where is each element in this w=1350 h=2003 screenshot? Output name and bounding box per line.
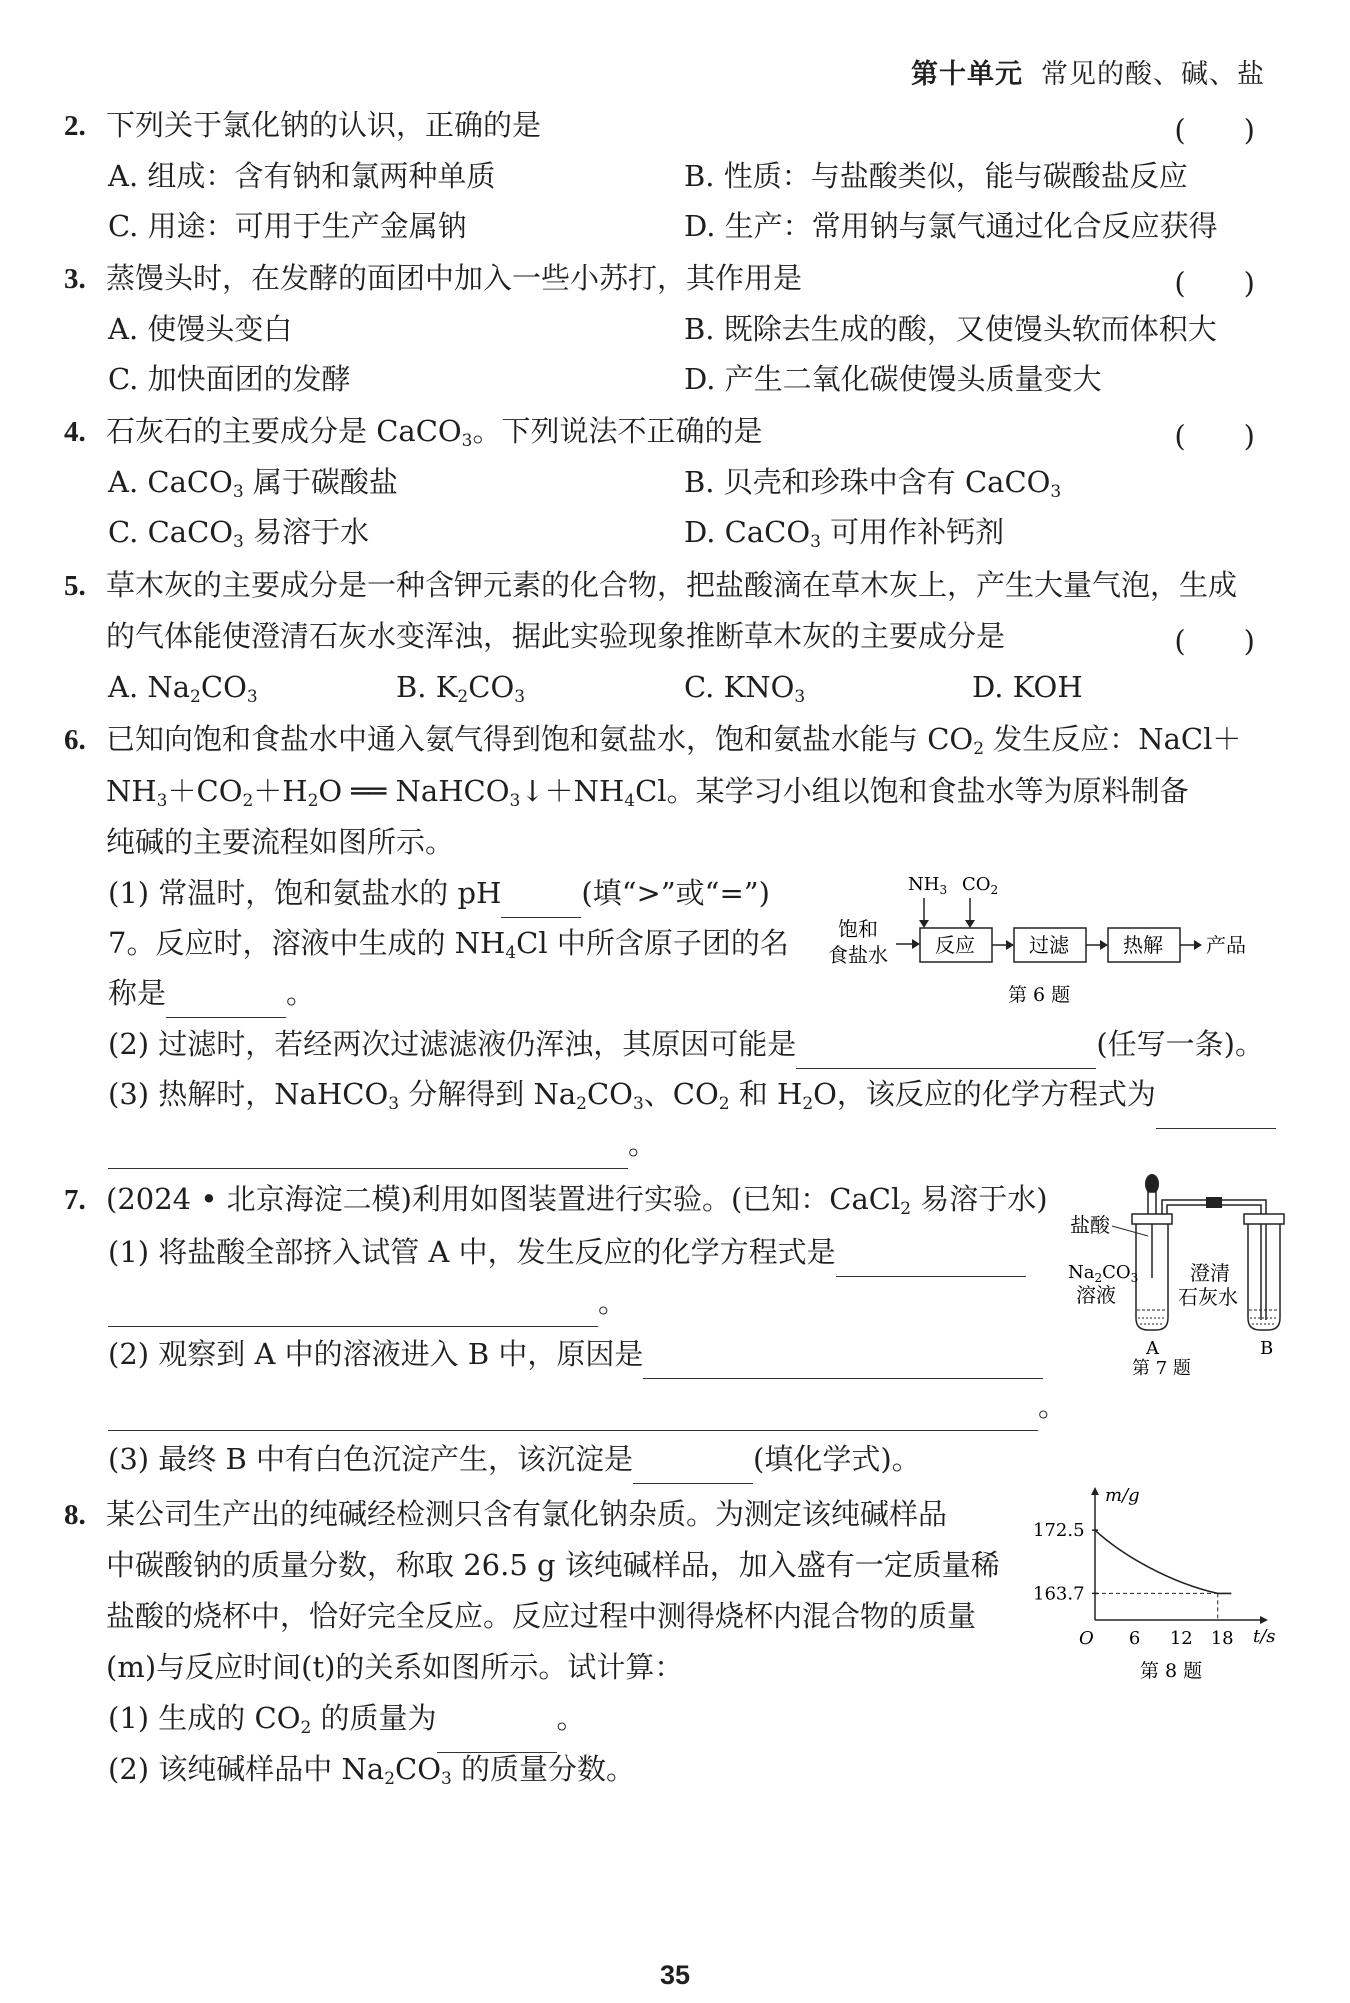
q6-part3: (3) 热解时，NaHCO$_3$ 分解得到 $Na_2CO_3$、$CO_2$ 和 $H_2O$，该反应的化学方程式为 <box>108 1069 1276 1129</box>
answer-blank[interactable] <box>166 985 286 1018</box>
q7-part1: (1) 将盐酸全部挤入试管 A 中，发生反应的化学方程式是 <box>108 1227 1026 1277</box>
apparatus-diagram <box>1070 1170 1290 1380</box>
x-tick-label: 12 <box>1169 1628 1193 1649</box>
figure-caption: 第 8 题 <box>1140 1660 1203 1682</box>
series-line <box>1095 1530 1231 1593</box>
option-d[interactable]: D. 产生二氧化碳使馒头质量变大 <box>684 362 1102 396</box>
answer-blank[interactable] <box>108 1398 1038 1431</box>
x-tick-label: 18 <box>1210 1628 1234 1649</box>
option-b[interactable]: B. 既除去生成的酸，又使馒头软而体积大 <box>684 312 1217 346</box>
flow-source-label: 饱和 <box>838 917 878 941</box>
option-b[interactable]: B. 性质：与盐酸类似，能与碳酸盐反应 <box>684 159 1188 193</box>
y-tick-label: 163.7 <box>1033 1583 1085 1605</box>
answer-paren[interactable]: ( ) <box>1174 624 1255 658</box>
question-8-line4: (m)与反应时间(t)的关系如图所示。试计算： <box>106 1650 684 1684</box>
answer-blank[interactable] <box>796 1036 1096 1069</box>
question-5-stem: 5. 草木灰的主要成分是一种含钾元素的化合物，把盐酸滴在草木灰上，产生大量气泡，生成 <box>64 568 1238 602</box>
svg-text:Na2CO3: $Na_2CO_3$ <box>1068 1262 1139 1285</box>
q6-part1-cont2: 称是 。 <box>108 968 315 1018</box>
flow-output-label: 产品 <box>1206 933 1246 957</box>
option-d[interactable]: D. CaCO$_3$ 可用作补钙剂 <box>684 515 1005 552</box>
question-6-stem: 6. 已知向饱和食盐水中通入氨气得到饱和氨盐水，饱和氨盐水能与 $CO_2$ 发生反应：NaCl＋ <box>64 722 1242 759</box>
svg-text:CO2: $CO_2$ <box>962 874 999 897</box>
question-6-line3: 纯碱的主要流程如图所示。 <box>106 825 455 859</box>
option-c[interactable]: C. CaCO$_3$ 易溶于水 <box>108 515 370 552</box>
answer-blank[interactable] <box>1156 1096 1276 1129</box>
figure-caption: 第 7 题 <box>1132 1358 1191 1379</box>
option-a[interactable]: A. CaCO$_3$ 属于碳酸盐 <box>108 465 398 502</box>
answer-blank[interactable] <box>108 1136 628 1169</box>
svg-text:热解: 热解 <box>1123 933 1163 957</box>
x-tick-label: 6 <box>1128 1628 1141 1649</box>
process-flow-diagram <box>820 868 1270 1013</box>
answer-blank[interactable] <box>633 1451 753 1484</box>
svg-text:澄清: 澄清 <box>1190 1261 1230 1285</box>
svg-text:盐酸: 盐酸 <box>1070 1213 1110 1237</box>
svg-text:溶液: 溶液 <box>1076 1283 1116 1307</box>
svg-text:石灰水: 石灰水 <box>1178 1285 1238 1309</box>
x-axis-label: t/s <box>1253 1626 1276 1647</box>
q7-part2: (2) 观察到 A 中的溶液进入 B 中，原因是 <box>108 1329 1043 1379</box>
q6-part2: (2) 过滤时，若经两次过滤滤液仍浑浊，其原因可能是 (任写一条)。 <box>108 1019 1264 1069</box>
q7-part2-cont: 。 <box>108 1381 1067 1431</box>
x-tick-label: O <box>1079 1628 1094 1649</box>
svg-text:NH3: $NH_3$ <box>908 874 948 897</box>
q6-part3-cont: 。 <box>108 1119 657 1169</box>
y-tick-label: 172.5 <box>1033 1520 1085 1542</box>
option-b[interactable]: B. 贝壳和珍珠中含有 CaCO$_3$ <box>684 465 1062 502</box>
test-tube-b <box>1248 1220 1280 1330</box>
answer-blank[interactable] <box>643 1346 1043 1379</box>
option-c[interactable]: C. 加快面团的发酵 <box>108 362 351 396</box>
reaction-equation: $NH_3+CO_2+H_2O$ ══ $NaHCO_3↓+NH_4Cl$。某学习小组以饱和食盐水等为原料制备 <box>106 774 1189 811</box>
q8-part1: (1) 生成的 $CO_2$ 的质量为 。 <box>108 1693 586 1753</box>
svg-text:B: B <box>1260 1338 1274 1359</box>
option-a[interactable]: A. $Na_2CO_3$ <box>108 670 258 707</box>
svg-text:A: A <box>1146 1338 1159 1359</box>
y-axis-arrow <box>1091 1487 1099 1495</box>
x-axis-arrow <box>1260 1616 1268 1624</box>
question-8-line2: 中碳酸钠的质量分数，称取 26.5 g 该纯碱样品，加入盛有一定质量稀 <box>106 1548 1000 1582</box>
y-axis-label: m/g <box>1105 1485 1140 1506</box>
question-3-stem: 3. 蒸馒头时，在发酵的面团中加入一些小苏打，其作用是 <box>64 261 803 295</box>
svg-text:反应: 反应 <box>935 933 975 957</box>
question-5-line2: 的气体能使澄清石灰水变浑浊，据此实验现象推断草木灰的主要成分是 <box>106 619 1006 653</box>
page-header <box>911 52 1265 91</box>
q7-part3: (3) 最终 B 中有白色沉淀产生，该沉淀是 (填化学式)。 <box>108 1434 921 1484</box>
option-a[interactable]: A. 组成：含有钠和氯两种单质 <box>108 159 496 193</box>
answer-paren[interactable]: ( ) <box>1174 266 1255 300</box>
question-2-stem: 2. 下列关于氯化钠的认识，正确的是 <box>64 108 542 142</box>
unit-label: 第十单元 <box>911 59 1023 90</box>
q7-part1-cont: 。 <box>108 1277 627 1327</box>
question-8-line3: 盐酸的烧杯中，恰好完全反应。反应过程中测得烧杯内混合物的质量 <box>106 1599 977 1633</box>
dropper-bulb <box>1145 1174 1159 1194</box>
question-7-stem: 7. (2024 • 北京海淀二模)利用如图装置进行实验。(已知：CaCl$_2$ 易溶于水) <box>64 1182 1048 1219</box>
option-d[interactable]: D. 生产：常用钠与氯气通过化合反应获得 <box>684 209 1218 243</box>
flow-source-label: 食盐水 <box>828 943 888 967</box>
mass-time-chart <box>1030 1485 1276 1685</box>
q6-part1: (1) 常温时，饱和氨盐水的 pH (填“>”或“=”) <box>108 868 770 918</box>
question-4-stem: 4. 石灰石的主要成分是 CaCO$_3$。下列说法不正确的是 <box>64 414 763 451</box>
answer-blank[interactable] <box>836 1244 1026 1277</box>
option-c[interactable]: C. $KNO_3$ <box>684 670 806 707</box>
q8-part2: (2) 该纯碱样品中 $Na_2CO_3$ 的质量分数。 <box>108 1752 636 1789</box>
question-8-stem: 8. 某公司生产出的纯碱经检测只含有氯化钠杂质。为测定该纯碱样品 <box>64 1497 948 1531</box>
q6-part1-cont: 7。反应时，溶液中生成的 $NH_4Cl$ 中所含原子团的名 <box>108 926 789 963</box>
unit-title: 常见的酸、碱、盐 <box>1041 59 1265 90</box>
option-b[interactable]: B. $K_2CO_3$ <box>396 670 526 707</box>
page-number: 35 <box>659 1960 691 1990</box>
answer-blank[interactable] <box>108 1294 598 1327</box>
option-c[interactable]: C. 用途：可用于生产金属钠 <box>108 209 467 243</box>
answer-paren[interactable]: ( ) <box>1174 113 1255 147</box>
option-a[interactable]: A. 使馒头变白 <box>108 312 293 346</box>
answer-blank[interactable] <box>501 885 581 918</box>
option-d[interactable]: D. KOH <box>972 670 1083 704</box>
svg-text:过滤: 过滤 <box>1029 933 1069 957</box>
answer-paren[interactable]: ( ) <box>1174 419 1255 453</box>
figure-caption: 第 6 题 <box>1008 984 1071 1006</box>
